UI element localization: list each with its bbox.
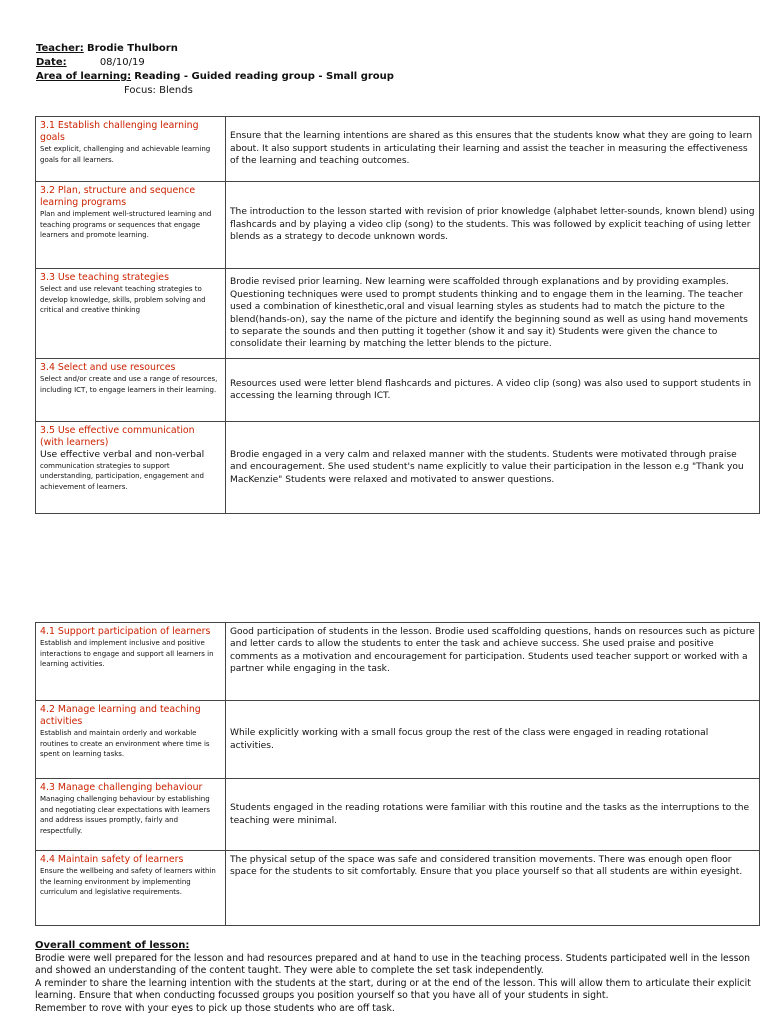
table-row bbox=[36, 701, 760, 779]
standard-description: Set explicit, challenging and achievable learning goals for all learners. bbox=[40, 145, 211, 164]
standard-title: 3.2 Plan, structure and sequence learning programs bbox=[40, 185, 196, 208]
standard-description-lead: Use effective verbal and non-verbal bbox=[40, 449, 205, 460]
date-label: Date: bbox=[36, 57, 67, 68]
standard-cell bbox=[36, 779, 226, 851]
table-row bbox=[36, 269, 760, 359]
comment-cell: While explicitly working with a small focus group the rest of the class were engaged in reading rotational activities. bbox=[226, 701, 760, 779]
standard-description: Ensure the wellbeing and safety of learners within the learning environment by implementing curriculum and legislative requirements. bbox=[40, 867, 216, 896]
area-line bbox=[36, 70, 394, 83]
standard-title: 3.4 Select and use resources bbox=[40, 362, 176, 373]
standard-title: 4.3 Manage challenging behaviour bbox=[40, 782, 203, 793]
overall-comment-title: Overall comment of lesson: bbox=[35, 940, 190, 951]
table-row bbox=[36, 359, 760, 422]
standard-title: 3.5 Use effective communication (with learners) bbox=[40, 425, 195, 448]
standard-description: Plan and implement well-structured learning and teaching programs or sequences that engage learners and promote learning. bbox=[40, 210, 212, 239]
comment-cell: The physical setup of the space was safe and considered transition movements. There was enough open floor space for the students to sit comfortably. Ensure that you place yourself so that all students are within eyesight. bbox=[226, 851, 760, 926]
teacher-line bbox=[36, 42, 178, 55]
table-row bbox=[36, 182, 760, 269]
standard-cell bbox=[36, 701, 226, 779]
table-row bbox=[36, 623, 760, 701]
teacher-label: Teacher: bbox=[36, 43, 84, 54]
standard-title: 4.2 Manage learning and teaching activities bbox=[40, 704, 201, 727]
standard-cell bbox=[36, 851, 226, 926]
standard-description: Managing challenging behaviour by establishing and negotiating clear expectations with learners and address issues promptly, fairly and respectfully. bbox=[40, 795, 211, 835]
focus-value: Focus: Blends bbox=[124, 85, 193, 96]
standard-description: Select and use relevant teaching strategies to develop knowledge, skills, problem solving and critical and creative thinking bbox=[40, 285, 206, 314]
standard-title: 3.1 Establish challenging learning goals bbox=[40, 120, 199, 143]
standard-cell bbox=[36, 269, 226, 359]
standard-cell bbox=[36, 422, 226, 514]
standard-description: Establish and maintain orderly and workable routines to create an environment where time is spent on learning tasks. bbox=[40, 729, 210, 758]
focus-line bbox=[124, 84, 193, 97]
standard-title: 4.1 Support participation of learners bbox=[40, 626, 211, 637]
overall-comment bbox=[35, 940, 760, 1015]
standard-description: Establish and implement inclusive and positive interactions to engage and support all learners in learning activities. bbox=[40, 639, 214, 668]
table-row bbox=[36, 422, 760, 514]
standard-title: 4.4 Maintain safety of learners bbox=[40, 854, 184, 865]
comment-cell: Students engaged in the reading rotations were familiar with this routine and the tasks as the interruptions to the teaching were minimal. bbox=[226, 779, 760, 851]
overall-comment-paragraph: Remember to rove with your eyes to pick up those students who are off task. bbox=[35, 1002, 395, 1014]
table-row bbox=[36, 851, 760, 926]
standard-cell bbox=[36, 623, 226, 701]
comment-cell: Resources used were letter blend flashcards and pictures. A video clip (song) was also used to support students in accessing the learning through ICT. bbox=[226, 359, 760, 422]
standard-3-table bbox=[35, 116, 760, 514]
table-row bbox=[36, 779, 760, 851]
date-value: 08/10/19 bbox=[99, 57, 145, 68]
standard-cell bbox=[36, 359, 226, 422]
standard-4-table bbox=[35, 622, 760, 926]
standard-description: communication strategies to support understanding, participation, engagement and achievement of learners. bbox=[40, 461, 204, 491]
comment-cell: Ensure that the learning intentions are shared as this ensures that the students know what they are going to learn about. It also support students in articulating their learning and assist the teacher in measuring the effectiveness of the learning and teaching outcomes. bbox=[226, 117, 760, 182]
standard-cell bbox=[36, 182, 226, 269]
table-row bbox=[36, 117, 760, 182]
standard-title: 3.3 Use teaching strategies bbox=[40, 272, 169, 283]
area-label: Area of learning: bbox=[36, 71, 132, 82]
standard-description: Select and/or create and use a range of resources, including ICT, to engage learners in their learning. bbox=[40, 375, 218, 394]
standard-cell bbox=[36, 117, 226, 182]
overall-comment-paragraph: A reminder to share the learning intention with the students at the start, during or at the end of the lesson. This will allow them to articulate their explicit learning. Ensure that when conducting focussed groups you position yourself so that you have all of your students in sight. bbox=[35, 977, 751, 1001]
comment-cell: Brodie engaged in a very calm and relaxed manner with the students. Students were motivated through praise and encouragement. She used student's name explicitly to value their participation in the lesson e.g "Thank you MacKenzie" Students were relaxed and motivated to answer questions. bbox=[226, 422, 760, 514]
overall-comment-paragraph: Brodie were well prepared for the lesson and had resources prepared and at hand to use in the teaching process. Students participated well in the lesson and showed an understanding of the content taught. They were able to complete the set task independently. bbox=[35, 952, 751, 976]
area-value: Reading - Guided reading group - Small group bbox=[134, 71, 394, 82]
date-line bbox=[36, 56, 145, 69]
comment-cell: The introduction to the lesson started with revision of prior knowledge (alphabet letter-sounds, known blend) using flashcards and by playing a video clip (song) to the students. This was followed by explicit teaching of using letter blends as a strategy to decode unknown words. bbox=[226, 182, 760, 269]
comment-cell: Brodie revised prior learning. New learning were scaffolded through explanations and by providing examples. Questioning techniques were used to prompt students thinking and to engage them in the learning. The teacher used a combination of kinesthetic,oral and visual learning styles as students had to match the picture to the blend(hands-on), say the name of the picture and identify the beginning sound as well as using hand movements to separate the sounds and then putting it together (show it and say it) Students were given the chance to consolidate their learning by matching the letter blends to the picture. bbox=[226, 269, 760, 359]
comment-cell: Good participation of students in the lesson. Brodie used scaffolding questions, hands on resources such as picture and letter cards to allow the students to enter the task and achieve success. She used praise and positive comments as a motivation and encouragement for participation. Students used teacher support or worked with a partner while engaging in the task. bbox=[226, 623, 760, 701]
teacher-name: Brodie Thulborn bbox=[86, 43, 178, 54]
